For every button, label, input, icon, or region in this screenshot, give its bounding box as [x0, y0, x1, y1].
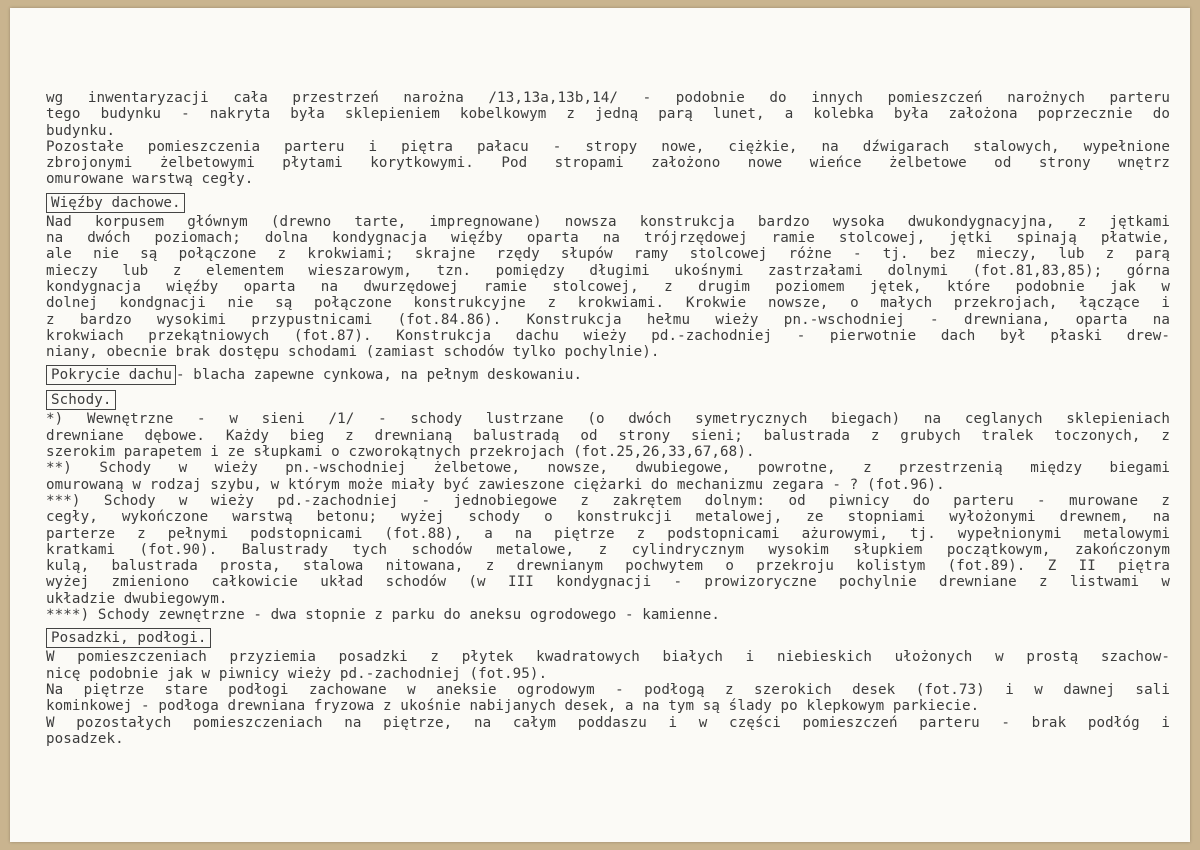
text-line: budynku. [46, 122, 116, 139]
section-paragraph [46, 715, 1170, 748]
text-line: kulą, balustrada prosta, stalowa nitowana, z drewnianym pochwytem o przekroju kolistym (fot.89). Z II piętra [46, 558, 1170, 575]
text-line: dolnej kondgnacji nie są połączone konstrukcyjne z krokwiami. Krokwie nowsze, o małych przekrojach, łączące i [46, 295, 1170, 312]
document-text [46, 90, 1170, 747]
text-line: wg inwentaryzacji cała przestrzeń narożna /13,13a,13b,14/ - podobnie do innych pomieszczeń narożnych parteru [46, 90, 1170, 106]
section-paragraph [46, 214, 1170, 361]
text-line: drewniane dębowe. Każdy bieg z drewnianą balustradą od strony sieni; balustrada z grubych tralek toczonych, z [46, 427, 1170, 444]
section-inline-text: - blacha zapewne cynkowa, na pełnym deskowaniu. [175, 367, 583, 384]
section-heading-row [46, 191, 1170, 213]
section-heading: Posadzki, podłogi. [46, 628, 211, 648]
intro-paragraph [46, 139, 1170, 188]
text-line: kratkami (fot.90). Balustrady tych schodów metalowe, z cylindrycznym wysokim słupkiem początkowym, zakończonym [46, 541, 1170, 558]
text-line: na dwóch poziomach; dolna kondygnacja więźby oparta na trójrzędowej ramie stolcowej, jętki spinają płatwie, [46, 230, 1170, 247]
text-line: **) Schody w wieży pn.-wschodniej żelbetowe, nowsze, dwubiegowe, powrotne, z przestrzenią między biegami [46, 460, 1170, 477]
text-line: ale nie są połączone z krokwiami; skrajne rzędy słupów ramy stolcowej różne - tj. bez mieczy, lub z parą [46, 246, 1170, 263]
text-line: krokwiach przekątniowych (fot.87). Konstrukcja dachu wieży pd.-zachodniej - pierwotnie dach był płaski drew- [46, 327, 1170, 344]
text-line: parterze z pełnymi podstopnicami (fot.88), a na piętrze z podstopnicami ażurowymi, tj. wypełnionymi metalowymi [46, 525, 1170, 542]
text-line: niany, obecnie brak dostępu schodami (zamiast schodów tylko pochylnie). [46, 344, 660, 361]
section-paragraph [46, 460, 1170, 493]
document-card [10, 8, 1190, 842]
text-line: Pozostałe pomieszczenia parteru i piętra pałacu - stropy nowe, ciężkie, na dźwigarach stalowych, wypełnione [46, 138, 1170, 155]
intro-paragraph [46, 90, 1170, 139]
text-line: *) Wewnętrzne - w sieni /1/ - schody lustrzane (o dwóch symetrycznych biegach) na ceglanych sklepieniach [46, 411, 1170, 428]
text-line: mieczy lub z elementem wieszarowym, tzn. pomiędzy długimi ukośnymi zastrzałami dolnymi (fot.81,83,85); górna [46, 262, 1170, 279]
text-line: Na piętrze stare podłogi zachowane w aneksie ogrodowym - podłogą z szerokich desek (fot.73) i w dawnej sali [46, 681, 1170, 698]
section-heading-row [46, 388, 1170, 410]
text-line: W pozostałych pomieszczeniach na piętrze, na całym poddaszu i w części pomieszczeń parteru - brak podłóg i [46, 714, 1170, 731]
text-line: tego budynku - nakryta była sklepieniem kobelkowym z jedną parą lunet, a kolebka była założona poprzecznie do [46, 106, 1170, 123]
section-heading: Pokrycie dachu [46, 365, 176, 385]
text-line: ****) Schody zewnętrzne - dwa stopnie z parku do aneksu ogrodowego - kamienne. [46, 607, 721, 624]
text-line: kondygnacja więźby oparta na dwurzędowej ramie stolcowej, z drugim poziomem jętek, które podobnie jak w [46, 278, 1170, 295]
section-heading: Więźby dachowe. [46, 193, 185, 213]
text-line: posadzek. [46, 730, 124, 747]
section-paragraph [46, 607, 1170, 623]
section-paragraph [46, 649, 1170, 682]
section-paragraph [46, 411, 1170, 460]
text-line: zbrojonymi żelbetowymi płytami korytkowymi. Pod stropami założono nowe wieńce żelbetowe od strony wnętrz [46, 155, 1170, 172]
text-line: omurowaną w rodzaj szybu, w którym może miały być zawieszone ciężarki do mechanizmu zegara - ? (fot.96). [46, 476, 945, 493]
text-line: Nad korpusem głównym (drewno tarte, impregnowane) nowsza konstrukcja bardzo wysoka dwukondygnacyjna, z jętkami [46, 213, 1170, 230]
text-line: z bardzo wysokimi przypustnicami (fot.84.86). Konstrukcja hełmu wieży pn.-wschodniej - drewniana, oparta na [46, 311, 1170, 328]
text-line: W pomieszczeniach przyziemia posadzki z płytek kwadratowych białych i niebieskich ułożonych w prostą szachow- [46, 649, 1170, 666]
text-line: nicę podobnie jak w piwnicy wieży pd.-zachodniej (fot.95). [46, 665, 548, 682]
text-line: wyżej zmieniono całkowicie układ schodów (w III kondygnacji - prowizoryczne pochylnie drewniane z listwami w [46, 574, 1170, 591]
text-line: układzie dwubiegowym. [46, 590, 228, 607]
text-line: kominkowej - podłoga drewniana fryzowa z ukośnie nabijanych desek, a na tym są ślady po klepkowym parkiecie. [46, 698, 980, 715]
section-heading-row [46, 363, 1170, 385]
text-line: szerokim parapetem i ze słupkami o czworokątnych przekrojach (fot.25,26,33,67,68). [46, 444, 755, 461]
section-paragraph [46, 493, 1170, 607]
section-heading: Schody. [46, 390, 116, 410]
section-heading-row [46, 626, 1170, 648]
section-paragraph [46, 682, 1170, 715]
text-line: ***) Schody w wieży pd.-zachodniej - jednobiegowe z zakrętem dolnym: od piwnicy do parteru - murowane z [46, 492, 1170, 509]
text-line: omurowane warstwą cegły. [46, 171, 254, 188]
text-line: cegły, wykończone warstwą betonu; wyżej schody o konstrukcji metalowej, ze stopniami wyłożonymi drewnem, na [46, 509, 1170, 526]
